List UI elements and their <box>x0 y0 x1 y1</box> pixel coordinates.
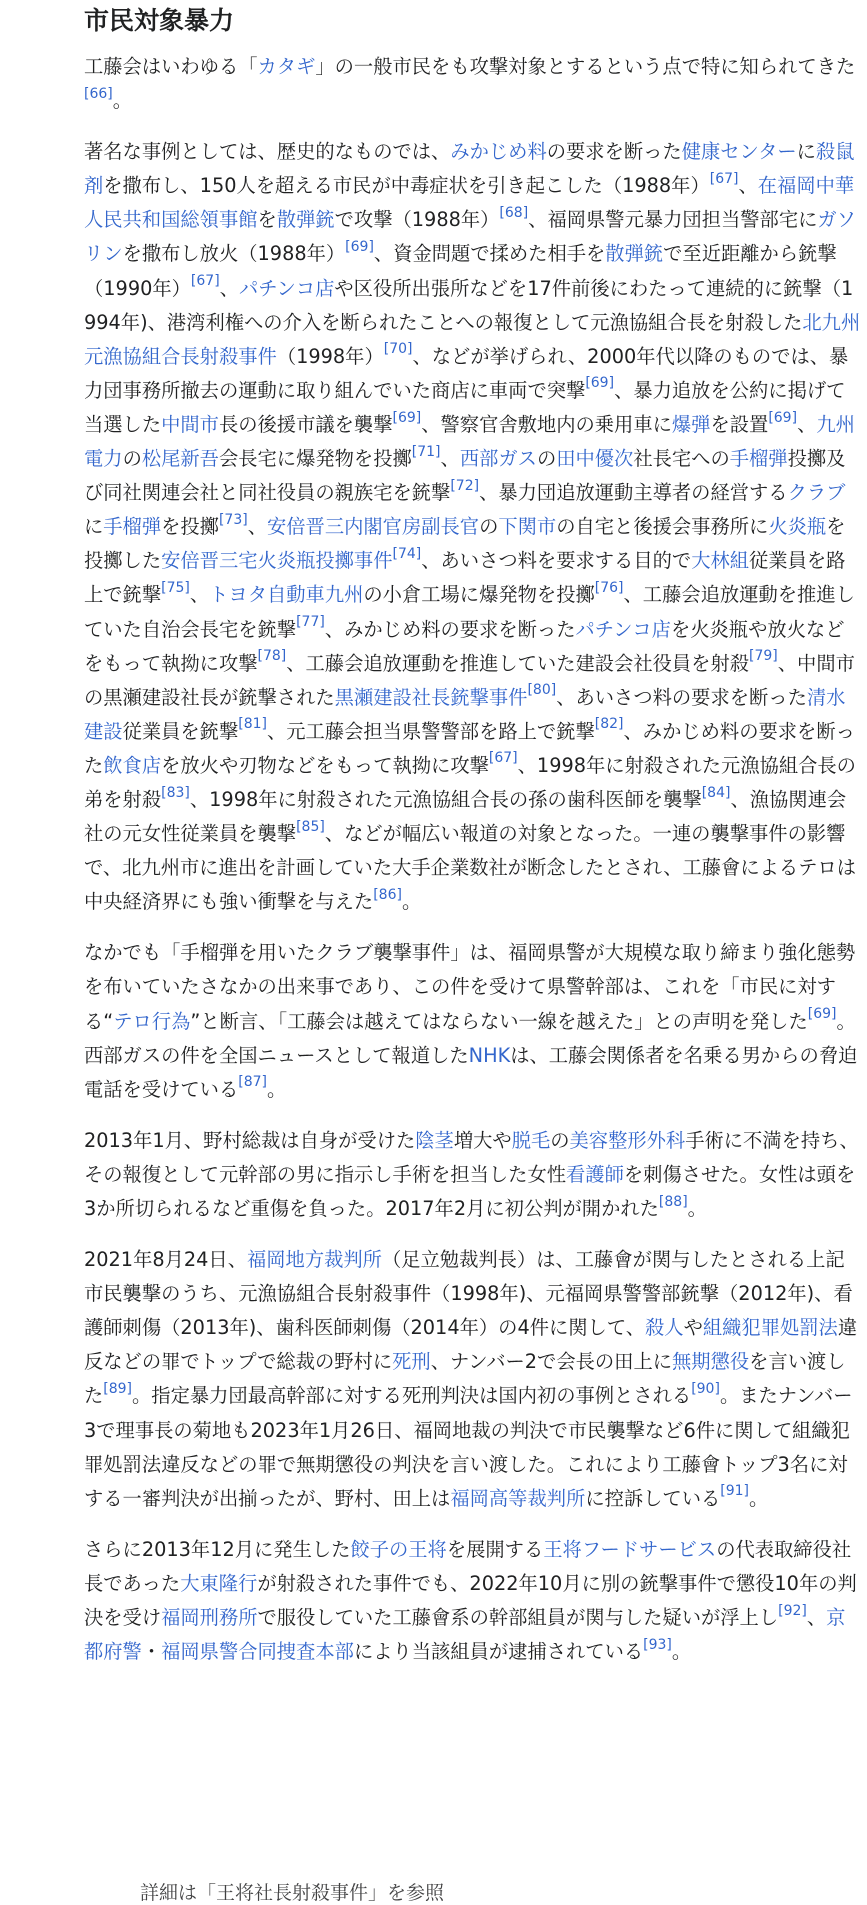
article-link[interactable]: 大東隆行 <box>180 1571 258 1595</box>
paragraph-text: の要求を断った <box>546 140 682 164</box>
paragraph-text: 、元工藤会担当県警警部を路上で銃撃 <box>267 719 595 743</box>
paragraph-text: 、あいさつ料の要求を断った <box>556 685 807 709</box>
paragraph-text: 、暴力追放を公約に掲げて当選した <box>84 378 846 436</box>
article-link[interactable]: ガソリン <box>84 208 856 266</box>
paragraph-text: 。 <box>267 1077 287 1101</box>
article-link[interactable]: クラブ <box>787 481 846 505</box>
paragraph-text: 、 <box>189 583 210 607</box>
reference-link[interactable]: [78] <box>257 648 287 665</box>
article-link[interactable]: みかじめ料 <box>450 140 547 164</box>
paragraph-text: 、1998年に射殺された元漁協組合長の弟を射殺 <box>84 753 856 811</box>
article-link[interactable]: 死刑 <box>392 1350 431 1374</box>
article-link[interactable]: パチンコ店 <box>238 276 335 300</box>
paragraph-text: 2013年1月、野村総裁は自身が受けた <box>84 1128 416 1152</box>
article-link[interactable]: 爆弾 <box>671 412 711 436</box>
paragraph-text: や <box>683 1316 703 1340</box>
paragraph-text: を投擲した <box>84 515 846 573</box>
reference-link[interactable]: [67] <box>190 273 220 290</box>
paragraph-text: 、工藤会追放運動を推進していた自治会長宅を銃撃 <box>84 583 855 641</box>
paragraph-text: を撒布し放火（1988年） <box>122 242 346 266</box>
paragraph-6 <box>84 1533 862 1669</box>
paragraph-text: 、 <box>247 515 267 539</box>
article-link[interactable]: 大林組 <box>691 549 750 573</box>
article-link[interactable]: 中間市 <box>161 412 219 436</box>
paragraph-2 <box>84 135 862 919</box>
paragraph-text: の <box>122 447 142 471</box>
paragraph-text: 著名な事例としては、歴史的なものでは、 <box>84 140 451 164</box>
paragraph-text: 。 <box>749 1486 769 1510</box>
article-link[interactable]: 下関市 <box>498 515 557 539</box>
article-link[interactable]: 京都府警 <box>84 1606 846 1664</box>
paragraph-text: 。 <box>401 890 422 914</box>
reference-link[interactable]: [69] <box>585 375 615 392</box>
article-link[interactable]: 九州電力 <box>84 412 855 471</box>
paragraph-text: ”と断言、「工藤会は越えてはならない一線を越えた」との声明を発した <box>190 1009 808 1033</box>
paragraph-text: の <box>536 447 557 471</box>
paragraph-text: 。 <box>687 1197 707 1220</box>
reference-link[interactable]: [69] <box>345 239 374 256</box>
article-link[interactable]: 無期懲役 <box>672 1350 750 1374</box>
reference-link[interactable]: [66] <box>84 85 113 102</box>
paragraph-text: （足立勉裁判長）は、工藤會が関与したとされる上記市民襲撃のうち、元漁協組合長射殺事件（1998年)、元福岡県警警部銃撃（2012年)、看護師刺傷（2013年)、歯科医師刺傷（2014年）の4件に関して、 <box>84 1248 853 1340</box>
reference-link[interactable]: [91] <box>720 1483 750 1500</box>
paragraph-text: 、暴力団追放運動主導者の経営する <box>479 481 788 505</box>
article-link[interactable]: 福岡刑務所 <box>161 1606 258 1630</box>
paragraph-3 <box>84 936 862 1106</box>
article-link[interactable]: 福岡県警合同捜査本部 <box>161 1640 354 1664</box>
paragraph-text: に控訴している <box>585 1486 721 1510</box>
paragraph-text: 、 <box>440 447 460 471</box>
article-link[interactable]: 脱毛 <box>511 1128 551 1152</box>
article-link[interactable]: 安倍晋三宅火炎瓶投擲事件 <box>161 549 393 573</box>
article-link[interactable]: 在福岡中華人民共和国総領事館 <box>84 174 855 232</box>
article-link[interactable]: 火炎瓶 <box>768 515 827 539</box>
paragraph-text: を設置 <box>710 412 769 436</box>
article-link[interactable]: 松尾新吾 <box>141 447 219 471</box>
article-link[interactable]: 散弾銃 <box>276 208 335 232</box>
article-link[interactable]: 餃子の王将 <box>350 1537 447 1561</box>
paragraph-text: 」の一般市民をも攻撃対象とするという点で特に知られてきた <box>315 55 856 78</box>
reference-link[interactable]: [79] <box>749 648 778 665</box>
article-link[interactable]: 組織犯罪処罰法 <box>702 1316 838 1340</box>
article-link[interactable]: 福岡地方裁判所 <box>247 1248 382 1272</box>
reference-link[interactable]: [85] <box>296 818 325 835</box>
reference-link[interactable]: [82] <box>594 716 624 733</box>
paragraph-text: を火炎瓶や放火などをもって執拗に攻撃 <box>84 617 845 675</box>
reference-link[interactable]: [80] <box>527 682 557 699</box>
article-link[interactable]: 陰茎 <box>415 1128 454 1152</box>
article-link[interactable]: テロ行為 <box>113 1009 191 1033</box>
article-link[interactable]: 手榴弾 <box>729 447 788 471</box>
section-heading: 市民対象暴力 <box>84 6 235 35</box>
article-section <box>84 0 862 1669</box>
paragraph-5 <box>84 1243 862 1516</box>
paragraph-text: を撒布し、150人を超える市民が中毒症状を引き起こした（1988年） <box>103 174 710 198</box>
paragraph-text: 、中間市の黒瀬建設社長が銃撃された <box>84 651 855 709</box>
reference-link[interactable]: [88] <box>658 1193 688 1210</box>
paragraph-text: 、みかじめ料の要求を断った <box>324 617 576 641</box>
reference-link[interactable]: [89] <box>103 1381 133 1398</box>
paragraph-text: 、 <box>806 1606 827 1630</box>
reference-link[interactable]: [73] <box>218 511 248 528</box>
paragraph-text: 工藤会はいわゆる「 <box>84 55 258 78</box>
reference-link[interactable]: [71] <box>411 443 441 460</box>
reference-link[interactable]: [67] <box>488 750 518 767</box>
reference-link[interactable]: [77] <box>296 614 325 631</box>
paragraph-text: の <box>479 515 499 539</box>
paragraph-text: 投擲及び同社関連会社と同社役員の親族宅を銃撃 <box>84 447 846 505</box>
paragraph-text: の小倉工場に爆発物を投擲 <box>363 583 595 607</box>
article-link[interactable]: 飲食店 <box>103 753 162 777</box>
paragraph-text: は、工藤会関係者を名乗る男からの脅迫電話を受けている <box>84 1043 858 1101</box>
paragraph-text: 会長宅に爆発物を投擲 <box>218 447 412 471</box>
reference-link[interactable]: [72] <box>450 477 480 494</box>
article-link[interactable]: 健康センター <box>681 140 797 164</box>
reference-link[interactable]: [69] <box>768 409 798 426</box>
paragraph-text: 、 <box>738 174 758 198</box>
paragraph-text: 。またナンバー3で理事長の菊地も2023年1月26日、福岡地裁の判決で市民襲撃など6件に関して組織犯罪処罰法違反などの罪で無期懲役の判決を言い渡した。これにより工藤會トップ3名に対する一審判決が出揃ったが、野村、田上は <box>84 1384 853 1510</box>
paragraph-text: や区役所出張所などを17件前後にわたって連続的に銃撃（1994年)、港湾利権への介入を断られたことへの報復として元漁協組合長を射殺した <box>84 276 854 334</box>
article-link[interactable]: 黒瀬建設社長銃撃事件 <box>334 685 528 709</box>
paragraph-text: を放火や刃物などをもって執拗に攻撃 <box>161 753 489 777</box>
article-link[interactable]: パチンコ店 <box>575 617 671 641</box>
paragraph-text: を投擲 <box>161 515 219 539</box>
paragraph-text: に <box>84 515 104 539</box>
paragraph-text: 、資金問題で揉めた相手を <box>373 242 606 266</box>
article-link[interactable]: 安倍晋三内閣官房副長官 <box>267 515 480 539</box>
article-link[interactable]: カタギ <box>257 55 316 78</box>
reference-link[interactable]: [67] <box>709 170 739 187</box>
paragraph-text: 、警察官舎敷地内の乗用車に <box>421 412 672 436</box>
article-link[interactable]: 清水建設 <box>84 685 846 743</box>
paragraph-text: 、あいさつ料を要求する目的で <box>421 549 692 573</box>
paragraph-text: 。 <box>112 89 133 113</box>
paragraph-text: 、などが幅広い報道の対象となった。一連の襲撃事件の影響で、北九州市に進出を計画していた大手企業数社が断念したとされ、工藤會によるテロは中央経済界にも強い衝撃を与えた <box>84 822 857 914</box>
article-link[interactable]: 美容整形外科 <box>569 1128 686 1152</box>
paragraph-text: を刺傷させた。女性は頭を3か所切られるなど重傷を負った。2017年2月に初公判が開かれた <box>84 1162 856 1220</box>
paragraph-4 <box>84 1124 862 1226</box>
paragraph-text: 従業員を路上で銃撃 <box>84 549 846 607</box>
article-link[interactable]: NHK <box>468 1043 511 1067</box>
paragraph-text: 、 <box>797 412 817 436</box>
paragraph-text: 従業員を銃撃 <box>122 719 239 743</box>
paragraph-1 <box>84 50 862 118</box>
article-link[interactable]: 散弾銃 <box>605 242 664 266</box>
paragraph-text: 違反などの罪でトップで総裁の野村に <box>84 1316 858 1374</box>
paragraph-text: 長の後援市議を襲撃 <box>218 412 393 436</box>
paragraph-text: で攻撃（1988年） <box>334 208 500 232</box>
reference-link[interactable]: [69] <box>807 1006 837 1023</box>
paragraph-text: 。 <box>671 1640 692 1664</box>
paragraph-text: により当該組員が逮捕されている <box>353 1640 644 1664</box>
reference-link[interactable]: [92] <box>778 1602 807 1619</box>
paragraph-text: 、などが挙げられ、2000年代以降のものでは、暴力団事務所撤去の運動に取り組んでいた商店に車両で突撃 <box>84 344 849 402</box>
reference-link[interactable]: [75] <box>161 579 190 596</box>
reference-link[interactable]: [90] <box>691 1381 720 1398</box>
paragraph-text: 。西部ガスの件を全国ニュースとして報道した <box>84 1009 856 1067</box>
reference-link[interactable]: [81] <box>238 716 267 733</box>
article-link[interactable]: 福岡高等裁判所 <box>450 1486 586 1510</box>
paragraph-text: 。指定暴力団最高幹部に対する死刑判決は国内初の事例とされる <box>132 1384 692 1408</box>
article-link[interactable]: 殺人 <box>645 1316 684 1340</box>
article-link[interactable]: 北九州元漁協組合長射殺事件 <box>84 310 861 368</box>
paragraph-text: の自宅と後援会事務所に <box>556 515 769 539</box>
reference-link[interactable]: [70] <box>383 341 413 358</box>
see-also-hint: 詳細は「王将社長射殺事件」を参照 <box>140 1882 445 1904</box>
paragraph-text: 、福岡県警元暴力団担当警部宅に <box>528 208 818 232</box>
reference-link[interactable]: [83] <box>161 784 190 801</box>
paragraph-text: さらに2013年12月に発生した <box>84 1537 351 1561</box>
paragraph-text: で至近距離から銃撃（1990年） <box>84 242 837 300</box>
paragraph-text: で服役していた工藤會系の幹部組員が関与した疑いが浮上し <box>257 1606 779 1630</box>
paragraph-text: を <box>257 208 277 232</box>
paragraph-text: 、1998年に射殺された元漁協組合長の孫の歯科医師を襲撃 <box>189 787 702 811</box>
reference-link[interactable]: [74] <box>392 545 422 562</box>
paragraph-text: なかでも「手榴弾を用いたクラブ襲撃事件」は、福岡県警が大規模な取り締まり強化態勢を布いていたさなかの出来事であり、この件を受けて県警幹部は、これを「市民に対する“ <box>84 941 856 1033</box>
paragraph-text: が射殺された事件でも、2022年10月に別の銃撃事件で懲役10年の判決を受け <box>84 1571 857 1630</box>
paragraph-text: 、みかじめ料の要求を断った <box>84 719 855 777</box>
reference-link[interactable]: [87] <box>238 1074 267 1091</box>
paragraph-text: ・ <box>141 1640 162 1664</box>
article-link[interactable]: 西部ガス <box>459 447 537 471</box>
paragraph-text: の代表取締役社長であった <box>84 1537 852 1595</box>
paragraph-text: 、漁協関連会社の元女性従業員を襲撃 <box>84 787 847 846</box>
article-link[interactable]: 殺鼠剤 <box>84 140 855 198</box>
article-link[interactable]: 手榴弾 <box>103 515 162 539</box>
reference-link[interactable]: [84] <box>701 784 731 801</box>
paragraph-text: を展開する <box>446 1537 544 1561</box>
paragraph-text: 、ナンバー2で会長の田上に <box>430 1350 673 1374</box>
reference-link[interactable]: [93] <box>643 1636 672 1653</box>
article-link[interactable]: 王将フードサービス <box>543 1537 717 1561</box>
reference-link[interactable]: [69] <box>392 409 422 426</box>
paragraph-text: 社長宅への <box>633 447 730 471</box>
article-link[interactable]: トヨタ自動車九州 <box>209 583 364 607</box>
reference-link[interactable]: [68] <box>499 204 529 221</box>
reference-link[interactable]: [76] <box>594 579 624 596</box>
paragraph-text: 手術に不満を持ち、その報復として元幹部の男に指示し手術を担当した女性 <box>84 1128 859 1186</box>
reference-link[interactable]: [86] <box>373 886 402 903</box>
paragraph-text: 、工藤会追放運動を推進していた建設会社役員を射殺 <box>286 651 750 675</box>
article-link[interactable]: 田中優次 <box>556 447 634 471</box>
paragraph-text: 2021年8月24日、 <box>84 1248 247 1272</box>
article-link[interactable]: 看護師 <box>566 1162 624 1186</box>
paragraph-text: を言い渡した <box>84 1350 846 1408</box>
paragraph-text: 、 <box>219 276 239 300</box>
paragraph-text: の <box>550 1128 570 1152</box>
paragraph-text: （1998年） <box>276 344 384 368</box>
paragraph-text: に <box>796 140 816 164</box>
paragraph-text: 増大や <box>453 1128 512 1152</box>
